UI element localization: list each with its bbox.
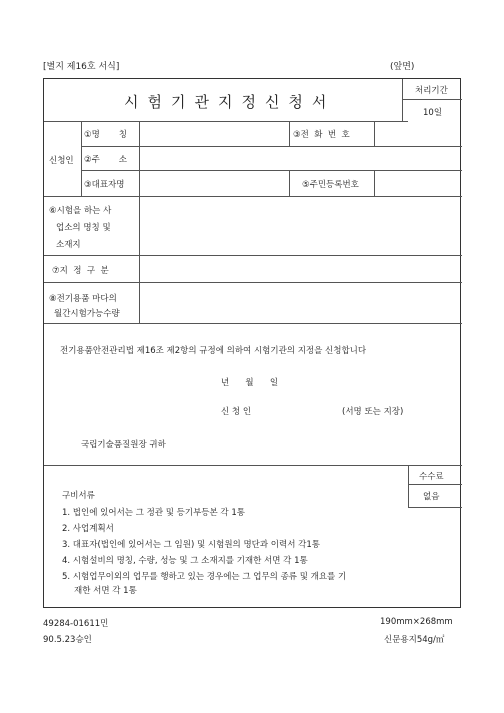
addressee: 국립기술품질원장 귀하 bbox=[81, 440, 166, 450]
representative-label: ③대표자명 bbox=[84, 180, 125, 190]
fee-value: 없음 bbox=[423, 492, 440, 502]
documents-title: 구비서류 bbox=[62, 491, 95, 501]
approval-date: 90.5.23승인 bbox=[43, 635, 92, 645]
form-title: 시험기관지정신청서 bbox=[124, 93, 336, 111]
business-label-3: 소재지 bbox=[56, 240, 81, 250]
document-item: 2. 사업계획서 bbox=[62, 524, 114, 534]
document-item-continuation: 재한 서면 각 1통 bbox=[74, 586, 137, 596]
designation-label: ⑦지 정 구 분 bbox=[52, 266, 109, 276]
capacity-label-1: ⑧전기용품 마다의 bbox=[49, 294, 117, 304]
application-statement: 전기용품안전관리법 제16조 제2항의 규정에 의하여 시험기관의 지정을 신청합니다 bbox=[60, 346, 367, 356]
document-item: 4. 시험설비의 명칭, 수량, 성능 및 그 소재지를 기재한 서면 각 1통 bbox=[62, 556, 308, 566]
document-item: 3. 대표자(법인에 있어서는 그 임원) 및 시험원의 명단과 이력서 각1통 bbox=[62, 540, 320, 550]
phone-label: ③전 화 번 호 bbox=[293, 130, 350, 140]
resident-number-label: ⑤주민등록번호 bbox=[302, 180, 359, 190]
document-item: 1. 법인에 있어서는 그 정관 및 등기부등본 각 1통 bbox=[62, 508, 245, 518]
capacity-label-2: 월간시험가능수량 bbox=[54, 309, 120, 319]
processing-label: 처리기간 bbox=[415, 86, 448, 96]
applicant-sign-label: 신 청 인 bbox=[221, 407, 252, 417]
name-label: ①명 칭 bbox=[84, 130, 127, 140]
processing-value: 10일 bbox=[423, 108, 443, 118]
business-label-2: 업소의 명칭 및 bbox=[56, 223, 111, 233]
document-item: 5. 시험업무이외의 업무를 행하고 있는 경우에는 그 업무의 종류 및 개요를 기 bbox=[62, 572, 347, 582]
fee-label: 수수료 bbox=[419, 472, 444, 482]
signature-note: (서명 또는 지장) bbox=[342, 407, 404, 417]
paper-size: 190mm×268mm bbox=[380, 617, 453, 627]
form-code: 49284-01611민 bbox=[43, 619, 109, 629]
address-label: ②주 소 bbox=[84, 155, 127, 165]
form-number: [별지 제16호 서식] bbox=[43, 62, 120, 72]
paper-type: 신문용지54g/㎡ bbox=[384, 635, 445, 645]
page-side: (앞면) bbox=[390, 62, 415, 72]
applicant-label: 신청인 bbox=[49, 156, 74, 166]
business-label-1: ⑥시험을 하는 사 bbox=[49, 206, 112, 216]
application-form bbox=[43, 78, 461, 608]
date-line: 년 월 일 bbox=[221, 378, 279, 388]
